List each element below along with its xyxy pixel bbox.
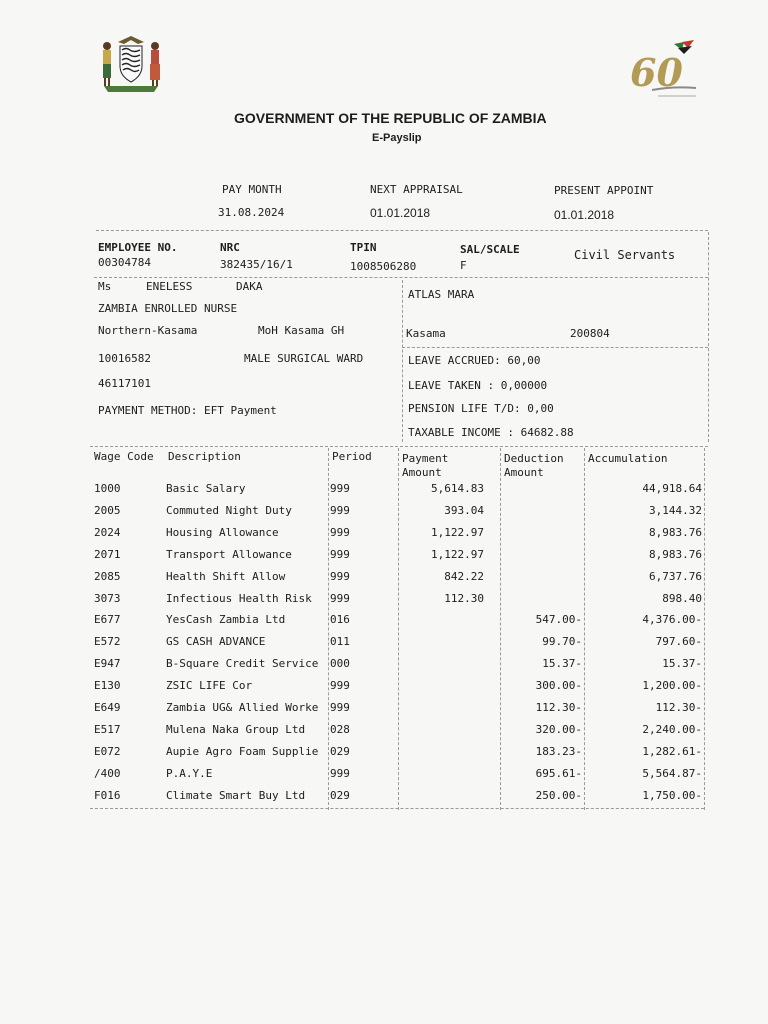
leave-taken: LEAVE TAKEN : 0,00000 bbox=[408, 379, 548, 392]
row-accumulation: 797.60- bbox=[655, 635, 702, 648]
row-deduction-amount: 547.00- bbox=[535, 613, 582, 626]
row-period: 999 bbox=[330, 767, 350, 780]
row-payment-amount: 112.30 bbox=[444, 592, 484, 605]
row-accumulation: 1,282.61- bbox=[642, 745, 702, 758]
table-divider-2 bbox=[398, 448, 399, 810]
row-description: B-Square Credit Service bbox=[166, 657, 319, 670]
row-wage-code: E517 bbox=[94, 723, 121, 736]
row-deduction-amount: 300.00- bbox=[535, 679, 582, 692]
divider-top bbox=[96, 230, 708, 231]
row-period: 999 bbox=[330, 592, 350, 605]
row-wage-code: /400 bbox=[94, 767, 121, 780]
salscale-value: F bbox=[460, 259, 467, 272]
row-wage-code: 3073 bbox=[94, 592, 121, 605]
row-accumulation: 3,144.32 bbox=[649, 504, 702, 517]
row-accumulation: 8,983.76 bbox=[649, 526, 702, 539]
row-description: Infectious Health Risk bbox=[166, 592, 312, 605]
leave-accrued: LEAVE ACCRUED: 60,00 bbox=[408, 354, 541, 367]
row-description: Climate Smart Buy Ltd bbox=[166, 789, 306, 802]
row-description: Health Shift Allow bbox=[166, 570, 286, 583]
row-wage-code: 2085 bbox=[94, 570, 121, 583]
employee-ward: MALE SURGICAL WARD bbox=[244, 352, 364, 365]
divider-table-bottom bbox=[90, 808, 704, 809]
row-deduction-amount: 99.70- bbox=[542, 635, 582, 648]
row-payment-amount: 1,122.97 bbox=[431, 526, 484, 539]
table-divider-right bbox=[704, 448, 705, 810]
present-appoint-label: PRESENT APPOINT bbox=[554, 184, 654, 197]
row-period: 029 bbox=[330, 789, 350, 802]
row-accumulation: 112.30- bbox=[655, 701, 702, 714]
row-period: 999 bbox=[330, 526, 350, 539]
row-accumulation: 1,200.00- bbox=[642, 679, 702, 692]
taxable-income: TAXABLE INCOME : 64682.88 bbox=[408, 426, 574, 439]
pay-month-label: PAY MONTH bbox=[222, 183, 282, 196]
row-period: 999 bbox=[330, 548, 350, 561]
row-wage-code: 2005 bbox=[94, 504, 121, 517]
row-description: Aupie Agro Foam Supplie bbox=[166, 745, 319, 758]
employee-no-value: 00304784 bbox=[98, 256, 151, 269]
col-payment: Payment bbox=[402, 452, 449, 465]
row-description: YesCash Zambia Ltd bbox=[166, 613, 286, 626]
row-accumulation: 8,983.76 bbox=[649, 548, 702, 561]
divider-vertical bbox=[402, 280, 403, 442]
row-period: 011 bbox=[330, 635, 350, 648]
row-accumulation: 5,564.87- bbox=[642, 767, 702, 780]
coat-of-arms-emblem bbox=[96, 32, 166, 94]
anniversary-number: 60 bbox=[630, 50, 683, 95]
row-wage-code: E072 bbox=[94, 745, 121, 758]
row-description: ZSIC LIFE Cor bbox=[166, 679, 253, 692]
row-description: Mulena Naka Group Ltd bbox=[166, 723, 306, 736]
row-wage-code: 2024 bbox=[94, 526, 121, 539]
anniversary-60-emblem bbox=[622, 40, 704, 104]
row-period: 999 bbox=[330, 570, 350, 583]
row-deduction-amount: 183.23- bbox=[535, 745, 582, 758]
pay-month-value: 31.08.2024 bbox=[218, 206, 285, 219]
employee-title: Ms bbox=[98, 280, 112, 293]
row-period: 999 bbox=[330, 679, 350, 692]
employee-first-name: ENELESS bbox=[146, 280, 193, 293]
row-wage-code: F016 bbox=[94, 789, 121, 802]
row-wage-code: E572 bbox=[94, 635, 121, 648]
row-period: 999 bbox=[330, 482, 350, 495]
row-period: 999 bbox=[330, 701, 350, 714]
row-payment-amount: 5,614.83 bbox=[431, 482, 484, 495]
col-description: Description bbox=[168, 450, 241, 463]
row-accumulation: 6,737.76 bbox=[649, 570, 702, 583]
row-period: 016 bbox=[330, 613, 350, 626]
bank-branch: Kasama bbox=[406, 327, 446, 340]
tpin-label: TPIN bbox=[350, 241, 377, 254]
col-payment-amount: Amount bbox=[402, 466, 442, 479]
pension-life: PENSION LIFE T/D: 0,00 bbox=[408, 402, 554, 415]
col-accumulation: Accumulation bbox=[588, 452, 668, 465]
row-deduction-amount: 112.30- bbox=[535, 701, 582, 714]
row-payment-amount: 1,122.97 bbox=[431, 548, 484, 561]
col-deduction-amount: Amount bbox=[504, 466, 544, 479]
row-accumulation: 15.37- bbox=[662, 657, 702, 670]
employee-region: Northern-Kasama bbox=[98, 324, 198, 337]
row-accumulation: 44,918.64 bbox=[642, 482, 702, 495]
table-divider-4 bbox=[584, 448, 585, 810]
row-payment-amount: 842.22 bbox=[444, 570, 484, 583]
row-accumulation: 898.40 bbox=[662, 592, 702, 605]
document-title: GOVERNMENT OF THE REPUBLIC OF ZAMBIA bbox=[234, 110, 547, 126]
divider-bank bbox=[402, 347, 708, 348]
divider-right-edge bbox=[708, 232, 709, 442]
row-wage-code: E947 bbox=[94, 657, 121, 670]
row-accumulation: 1,750.00- bbox=[642, 789, 702, 802]
row-accumulation: 2,240.00- bbox=[642, 723, 702, 736]
employee-last-name: DAKA bbox=[236, 280, 263, 293]
present-appoint-value: 01.01.2018 bbox=[554, 208, 615, 222]
row-description: Transport Allowance bbox=[166, 548, 292, 561]
bank-name: ATLAS MARA bbox=[408, 288, 475, 301]
document-subtitle: E-Payslip bbox=[372, 132, 422, 144]
col-wage-code: Wage Code bbox=[94, 450, 154, 463]
row-wage-code: 2071 bbox=[94, 548, 121, 561]
nrc-value: 382435/16/1 bbox=[220, 258, 293, 271]
next-appraisal-value: 01.01.2018 bbox=[370, 206, 431, 220]
row-payment-amount: 393.04 bbox=[444, 504, 484, 517]
row-description: P.A.Y.E bbox=[166, 767, 213, 780]
nrc-label: NRC bbox=[220, 241, 240, 254]
row-period: 999 bbox=[330, 504, 350, 517]
row-description: Commuted Night Duty bbox=[166, 504, 292, 517]
row-period: 000 bbox=[330, 657, 350, 670]
row-wage-code: E649 bbox=[94, 701, 121, 714]
employee-no-label: EMPLOYEE NO. bbox=[98, 241, 178, 254]
salscale-label: SAL/SCALE bbox=[460, 243, 520, 256]
employee-category: Civil Servants bbox=[574, 248, 676, 262]
row-deduction-amount: 320.00- bbox=[535, 723, 582, 736]
employee-code-1: 10016582 bbox=[98, 352, 151, 365]
row-description: Zambia UG& Allied Worke bbox=[166, 701, 319, 714]
row-period: 029 bbox=[330, 745, 350, 758]
divider-employee bbox=[94, 277, 708, 278]
employee-code-2: 46117101 bbox=[98, 377, 151, 390]
bank-branch-code: 200804 bbox=[570, 327, 610, 340]
row-deduction-amount: 15.37- bbox=[542, 657, 582, 670]
table-divider-1 bbox=[328, 448, 329, 810]
employee-station: MoH Kasama GH bbox=[258, 324, 345, 337]
row-accumulation: 4,376.00- bbox=[642, 613, 702, 626]
employee-position: ZAMBIA ENROLLED NURSE bbox=[98, 302, 238, 315]
row-description: GS CASH ADVANCE bbox=[166, 635, 266, 648]
row-deduction-amount: 695.61- bbox=[535, 767, 582, 780]
tpin-value: 1008506280 bbox=[350, 260, 417, 273]
row-wage-code: 1000 bbox=[94, 482, 121, 495]
divider-table-top bbox=[90, 446, 708, 447]
row-wage-code: E130 bbox=[94, 679, 121, 692]
row-description: Housing Allowance bbox=[166, 526, 279, 539]
payment-method: PAYMENT METHOD: EFT Payment bbox=[98, 404, 277, 417]
col-deduction: Deduction bbox=[504, 452, 564, 465]
next-appraisal-label: NEXT APPRAISAL bbox=[370, 183, 463, 196]
row-period: 028 bbox=[330, 723, 350, 736]
row-description: Basic Salary bbox=[166, 482, 246, 495]
row-deduction-amount: 250.00- bbox=[535, 789, 582, 802]
col-period: Period bbox=[332, 450, 372, 463]
row-wage-code: E677 bbox=[94, 613, 121, 626]
